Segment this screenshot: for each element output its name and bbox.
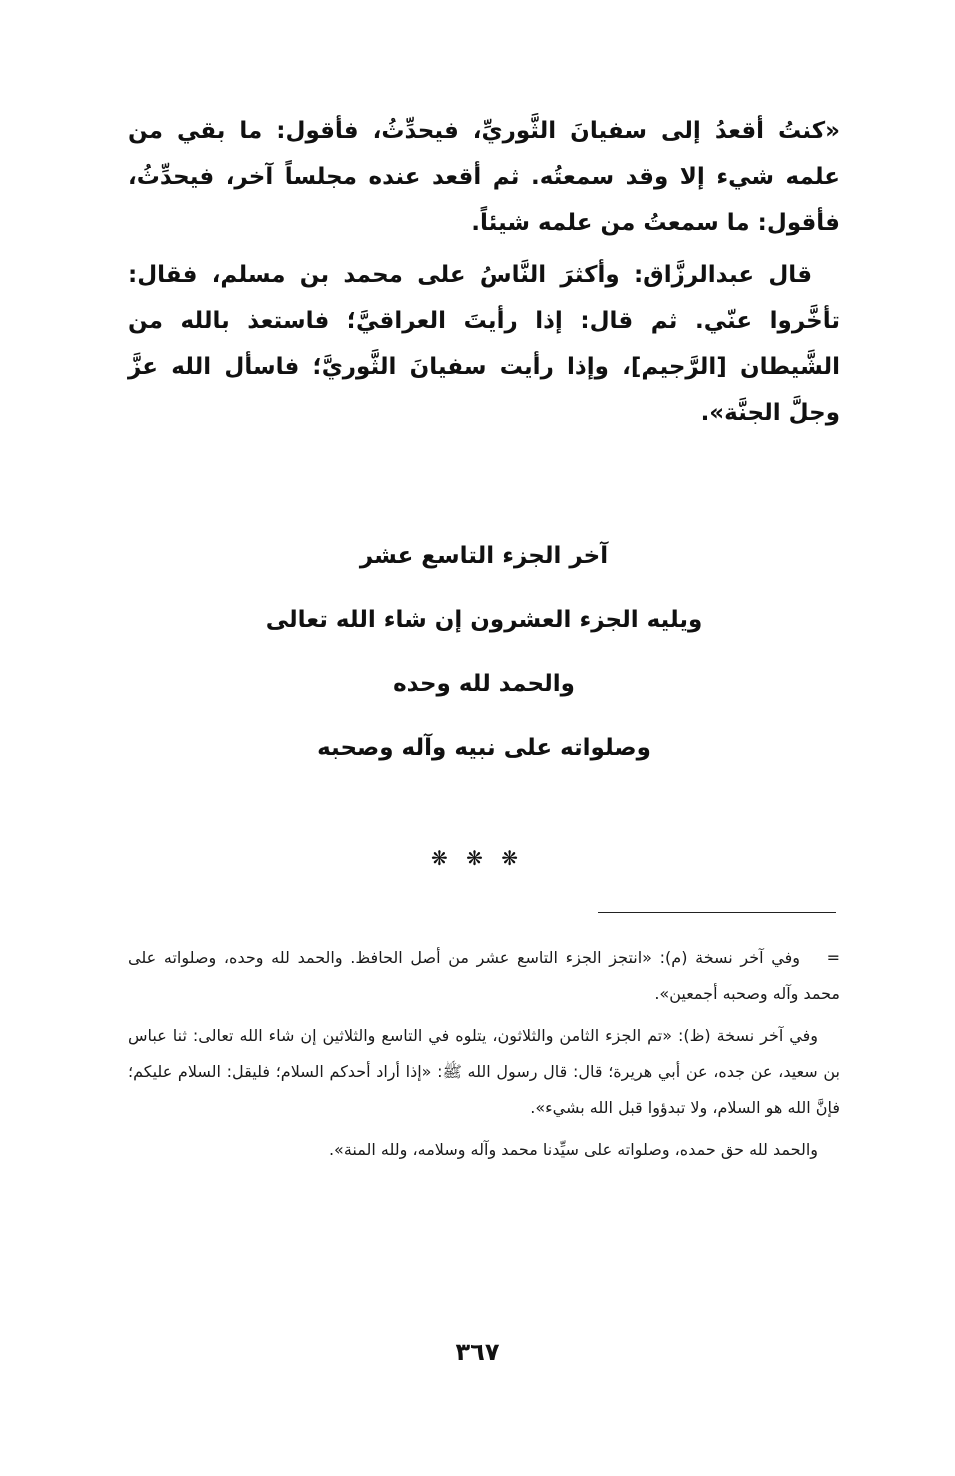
main-text-block: [128, 108, 840, 436]
footnotes-block: [128, 940, 840, 1174]
main-paragraph-1: «كنتُ أقعدُ إلى سفيانَ الثَّوريِّ، فيحدِّثُ، فأقول: ما بقي من علمه شيء إلا وقد سمعتُه. ثم أقعد عنده مجلساً آخر، فيحدِّثُ، فأقول: ما سمعتُ من علمه شيئاً.: [128, 118, 840, 236]
section-separator-stars: ❋ ❋ ❋: [431, 846, 524, 870]
colophon: [128, 524, 840, 780]
colophon-line-1: آخر الجزء التاسع عشر: [359, 543, 609, 569]
colophon-line-3: والحمد لله وحده: [393, 671, 575, 697]
footnote-1: [128, 940, 840, 1012]
colophon-line-4: وصلواته على نبيه وآله وصحبه: [317, 735, 651, 761]
main-paragraph-2: قال عبدالرزَّاق: وأكثرَ النَّاسُ على محمد بن مسلم، فقال: تأخَّروا عنّي. ثم قال: إذا رأيتَ العراقيَّ؛ فاستعذ بالله من الشَّيطان [الرَّجيم]، وإذا رأيت سفيانَ الثَّوريَّ؛ فاسأل الله عزَّ وجلَّ الجنَّة».: [128, 262, 840, 426]
page-number: ٣٦٧: [455, 1338, 500, 1366]
footnote-1-text: وفي آخر نسخة (م): «انتجز الجزء التاسع عشر من أصل الحافظ. والحمد لله وحده، وصلواته على محمد وآله وصحبه أجمعين».: [128, 948, 840, 1003]
footnote-divider: [598, 912, 836, 913]
colophon-line-2: ويليه الجزء العشرون إن شاء الله تعالى: [265, 607, 703, 633]
continuation-mark: =: [826, 948, 840, 967]
footnote-3: والحمد لله حق حمده، وصلواته على سيِّدنا محمد وآله وسلامه، ولله المنة».: [328, 1140, 818, 1159]
footnote-2: وفي آخر نسخة (ظ): «تم الجزء الثامن والثلاثون، يتلوه في التاسع والثلاثين إن شاء الله تعالى: ثنا عباس بن سعيد، عن جده، عن أبي هريرة؛ قال: قال رسول الله ﷺ: «إذا أراد أحدكم السلام؛ فليقل: السلام عليكم؛ فإنَّ الله هو السلام، ولا تبدؤوا قبل الله بشيء».: [128, 1026, 840, 1117]
